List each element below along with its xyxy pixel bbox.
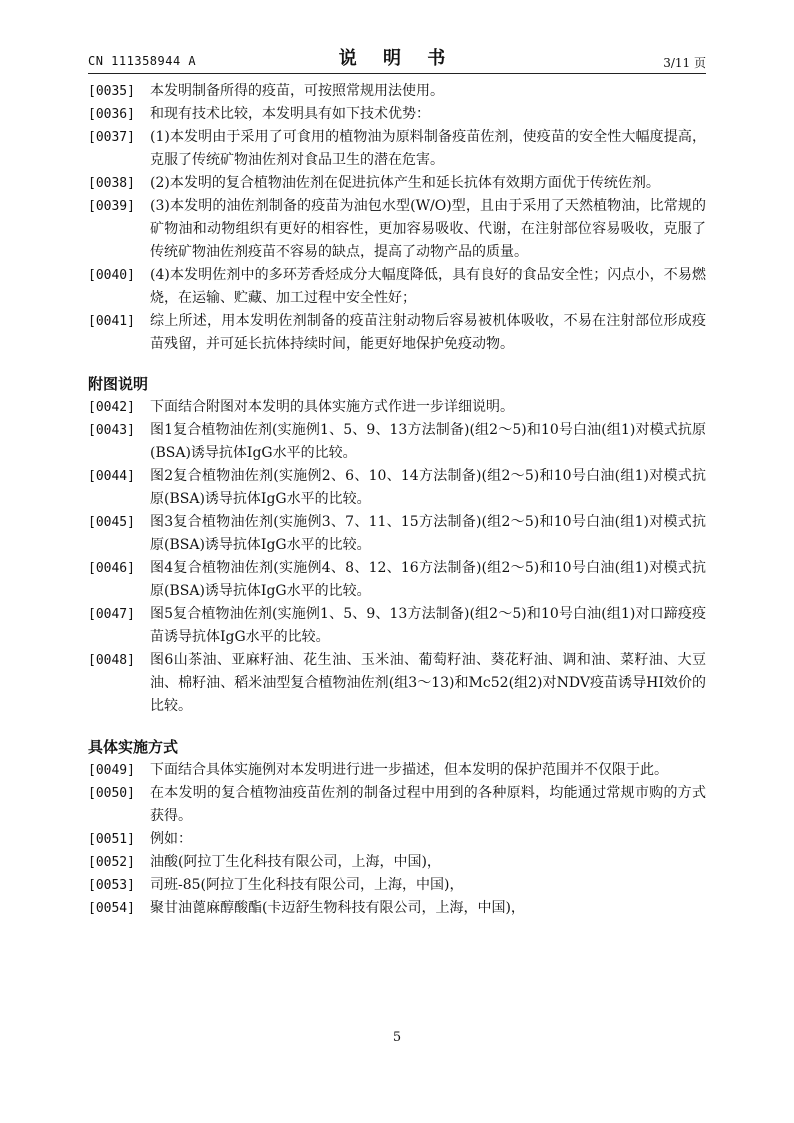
paragraph-number: [0044]	[88, 469, 135, 484]
paragraph-number: [0043]	[88, 423, 135, 438]
paragraph	[88, 126, 706, 172]
paragraph-text: 司班-85(阿拉丁生化科技有限公司，上海，中国)，	[150, 877, 464, 893]
paragraph-text: 图5复合植物油佐剂(实施例1、5、9、13方法制备)(组2～5)和10号白油(组1)对口蹄疫疫苗诱导抗体IgG水平的比较。	[150, 606, 706, 645]
paragraph-number: [0042]	[88, 400, 135, 415]
paragraph-text: (4)本发明佐剂中的多环芳香烃成分大幅度降低，具有良好的食品安全性；闪点小，不易燃烧，在运输、贮藏、加工过程中安全性好；	[150, 267, 706, 306]
paragraph-number: [0038]	[88, 176, 135, 191]
paragraph	[88, 828, 706, 851]
paragraph	[88, 603, 706, 649]
paragraph-text: 本发明制备所得的疫苗，可按照常规用法使用。	[150, 83, 444, 99]
document-body	[88, 80, 706, 920]
paragraph-number: [0041]	[88, 314, 135, 329]
paragraph	[88, 782, 706, 828]
paragraph-text: (1)本发明由于采用了可食用的植物油为原料制备疫苗佐剂，使疫苗的安全性大幅度提高，克服了传统矿物油佐剂对食品卫生的潜在危害。	[150, 129, 706, 168]
paragraph-text: 图2复合植物油佐剂(实施例2、6、10、14方法制备)(组2～5)和10号白油(组1)对模式抗原(BSA)诱导抗体IgG水平的比较。	[150, 468, 706, 507]
paragraph-text: (3)本发明的油佐剂制备的疫苗为油包水型(W/O)型，且由于采用了天然植物油，比常规的矿物油和动物组织有更好的相容性，更加容易吸收、代谢，在注射部位容易吸收，克服了传统矿物油佐剂疫苗不容易的缺点，提高了动物产品的质量。	[150, 198, 706, 260]
paragraph-number: [0046]	[88, 561, 135, 576]
paragraph	[88, 759, 706, 782]
paragraph-number: [0036]	[88, 107, 135, 122]
paragraph	[88, 897, 706, 920]
paragraph-number: [0053]	[88, 878, 135, 893]
paragraph-text: 在本发明的复合植物油疫苗佐剂的制备过程中用到的各种原料，均能通过常规市购的方式获得。	[150, 785, 706, 824]
paragraph	[88, 396, 706, 419]
paragraph-text: 聚甘油蓖麻醇酸酯(卡迈舒生物科技有限公司，上海，中国)，	[150, 900, 525, 916]
paragraph-number: [0040]	[88, 268, 135, 283]
paragraph	[88, 80, 706, 103]
patent-number: CN 111358944 A	[88, 54, 197, 68]
paragraph-number: [0039]	[88, 199, 135, 214]
section-heading-embodiments: 具体实施方式	[88, 738, 179, 756]
paragraph-text: 图6山茶油、亚麻籽油、花生油、玉米油、葡萄籽油、葵花籽油、调和油、菜籽油、大豆油、棉籽油、稻米油型复合植物油佐剂(组3～13)和Mc52(组2)对NDV疫苗诱导HI效价的比较。	[150, 652, 706, 714]
paragraph	[88, 511, 706, 557]
paragraph	[88, 649, 706, 718]
paragraph-text: 图1复合植物油佐剂(实施例1、5、9、13方法制备)(组2～5)和10号白油(组1)对模式抗原(BSA)诱导抗体IgG水平的比较。	[150, 422, 706, 461]
page-header	[88, 42, 706, 76]
paragraph-group-embodiments	[88, 759, 706, 920]
paragraph	[88, 557, 706, 603]
paragraph	[88, 465, 706, 511]
paragraph-group-advantages	[88, 80, 706, 356]
paragraph	[88, 310, 706, 356]
section-heading-figures: 附图说明	[88, 375, 149, 393]
paragraph	[88, 103, 706, 126]
paragraph	[88, 874, 706, 897]
paragraph	[88, 419, 706, 465]
paragraph-text: 下面结合具体实施例对本发明进行进一步描述，但本发明的保护范围并不仅限于此。	[150, 762, 668, 778]
paragraph-number: [0048]	[88, 653, 135, 668]
header-divider	[88, 73, 706, 74]
paragraph-number: [0045]	[88, 515, 135, 530]
paragraph-number: [0052]	[88, 855, 135, 870]
paragraph-number: [0051]	[88, 832, 135, 847]
paragraph-text: 图4复合植物油佐剂(实施例4、8、12、16方法制备)(组2～5)和10号白油(组1)对模式抗原(BSA)诱导抗体IgG水平的比较。	[150, 560, 706, 599]
paragraph-text: 例如：	[150, 831, 192, 847]
paragraph-number: [0050]	[88, 786, 135, 801]
paragraph-text: (2)本发明的复合植物油佐剂在促进抗体产生和延长抗体有效期方面优于传统佐剂。	[150, 175, 660, 191]
paragraph-number: [0037]	[88, 130, 135, 145]
paragraph-text: 下面结合附图对本发明的具体实施方式作进一步详细说明。	[150, 399, 514, 415]
paragraph-group-figures	[88, 396, 706, 718]
paragraph	[88, 195, 706, 264]
paragraph-number: [0035]	[88, 84, 135, 99]
paragraph	[88, 851, 706, 874]
paragraph-text: 图3复合植物油佐剂(实施例3、7、11、15方法制备)(组2～5)和10号白油(组1)对模式抗原(BSA)诱导抗体IgG水平的比较。	[150, 514, 706, 553]
paragraph-number: [0047]	[88, 607, 135, 622]
paragraph	[88, 172, 706, 195]
page-number: 5	[392, 1030, 402, 1045]
paragraph-text: 和现有技术比较，本发明具有如下技术优势：	[150, 106, 430, 122]
paragraph	[88, 264, 706, 310]
paragraph-number: [0049]	[88, 763, 135, 778]
paragraph-text: 油酸(阿拉丁生化科技有限公司，上海，中国)，	[150, 854, 441, 870]
paragraph-text: 综上所述，用本发明佐剂制备的疫苗注射动物后容易被机体吸收，不易在注射部位形成疫苗残留，并可延长抗体持续时间，能更好地保护免疫动物。	[150, 313, 706, 352]
document-title: 说 明 书	[338, 48, 456, 69]
paragraph-number: [0054]	[88, 901, 135, 916]
page-info: 3/11 页	[663, 56, 706, 70]
